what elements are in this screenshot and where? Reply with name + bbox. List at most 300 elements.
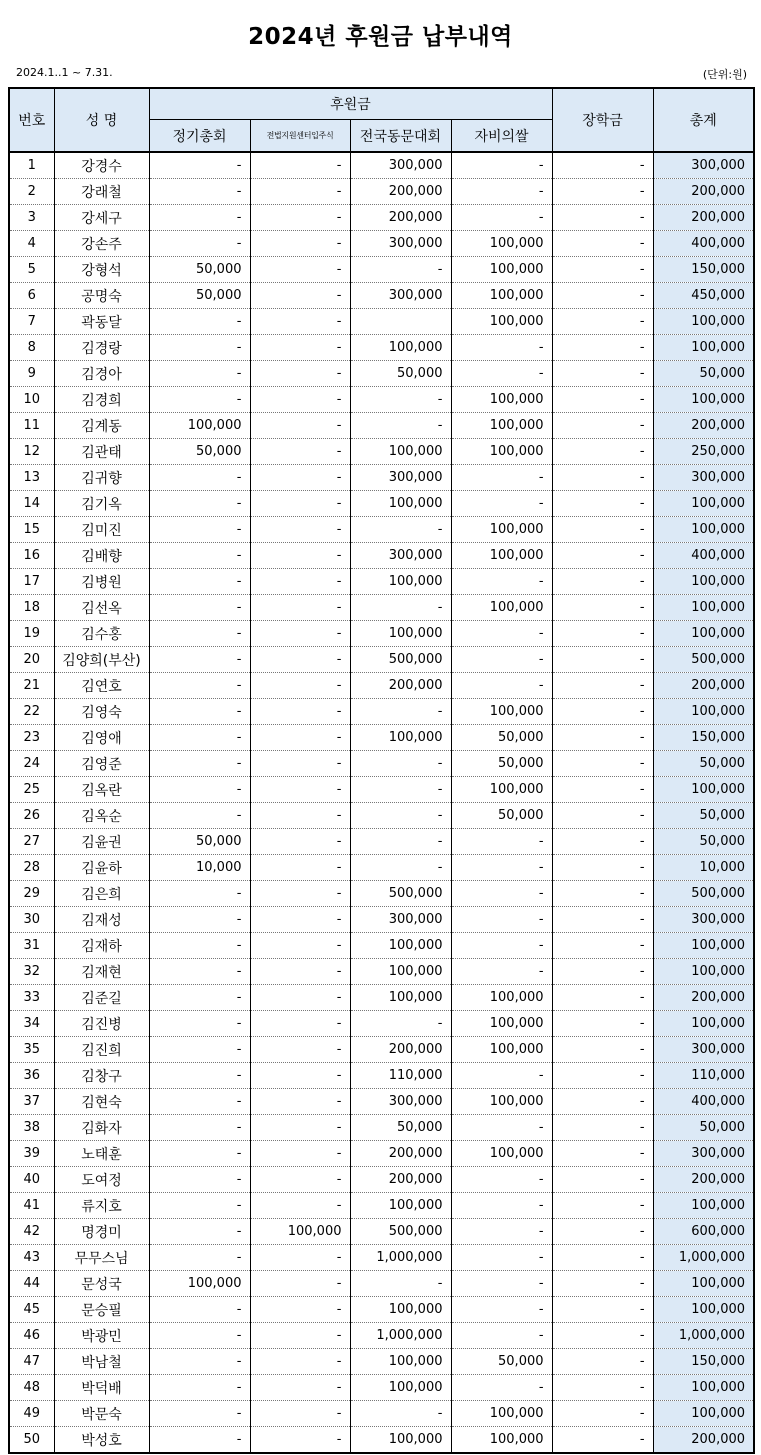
table-row <box>9 1193 754 1219</box>
cell-no: 8 <box>9 335 54 361</box>
cell-regular: - <box>149 881 250 907</box>
cell-regular: - <box>149 621 250 647</box>
cell-name: 문성국 <box>54 1271 149 1297</box>
cell-legal: - <box>250 959 350 985</box>
cell-name: 김연호 <box>54 673 149 699</box>
cell-name: 도여정 <box>54 1167 149 1193</box>
cell-legal: - <box>250 1089 350 1115</box>
cell-legal: - <box>250 1401 350 1427</box>
table-row <box>9 413 754 439</box>
cell-legal: - <box>250 933 350 959</box>
cell-legal: - <box>250 361 350 387</box>
cell-regular: - <box>149 959 250 985</box>
cell-rice: 100,000 <box>451 1011 552 1037</box>
cell-regular: - <box>149 1115 250 1141</box>
cell-scholarship: - <box>552 1323 653 1349</box>
cell-no: 21 <box>9 673 54 699</box>
cell-regular: - <box>149 1063 250 1089</box>
cell-total: 100,000 <box>653 621 754 647</box>
cell-regular: 50,000 <box>149 283 250 309</box>
cell-legal: - <box>250 1297 350 1323</box>
cell-regular: - <box>149 1141 250 1167</box>
cell-legal: - <box>250 569 350 595</box>
cell-rice: 100,000 <box>451 231 552 257</box>
cell-legal: - <box>250 647 350 673</box>
cell-regular: - <box>149 1089 250 1115</box>
cell-rice: 100,000 <box>451 257 552 283</box>
cell-national: 300,000 <box>350 1089 451 1115</box>
cell-no: 2 <box>9 179 54 205</box>
cell-legal: - <box>250 673 350 699</box>
cell-regular: 50,000 <box>149 829 250 855</box>
table-row <box>9 1297 754 1323</box>
cell-total: 1,000,000 <box>653 1245 754 1271</box>
cell-legal: - <box>250 543 350 569</box>
cell-rice: 100,000 <box>451 985 552 1011</box>
cell-rice: - <box>451 335 552 361</box>
table-row <box>9 387 754 413</box>
cell-total: 100,000 <box>653 517 754 543</box>
cell-total: 100,000 <box>653 335 754 361</box>
cell-name: 김옥순 <box>54 803 149 829</box>
cell-rice: 100,000 <box>451 413 552 439</box>
cell-total: 300,000 <box>653 152 754 179</box>
cell-name: 박남철 <box>54 1349 149 1375</box>
cell-national: - <box>350 517 451 543</box>
cell-total: 100,000 <box>653 933 754 959</box>
header-rice: 자비의쌀 <box>451 120 552 153</box>
cell-national: 100,000 <box>350 933 451 959</box>
cell-scholarship: - <box>552 257 653 283</box>
cell-regular: - <box>149 1219 250 1245</box>
cell-legal: - <box>250 1245 350 1271</box>
cell-legal: - <box>250 595 350 621</box>
cell-rice: 100,000 <box>451 283 552 309</box>
cell-scholarship: - <box>552 465 653 491</box>
cell-national: - <box>350 803 451 829</box>
cell-national: - <box>350 777 451 803</box>
cell-total: 200,000 <box>653 413 754 439</box>
table-row <box>9 205 754 231</box>
cell-scholarship: - <box>552 1245 653 1271</box>
cell-national: 100,000 <box>350 959 451 985</box>
cell-national: - <box>350 413 451 439</box>
cell-scholarship: - <box>552 361 653 387</box>
cell-scholarship: - <box>552 881 653 907</box>
cell-name: 공명숙 <box>54 283 149 309</box>
cell-rice: - <box>451 491 552 517</box>
cell-no: 24 <box>9 751 54 777</box>
cell-name: 김윤권 <box>54 829 149 855</box>
cell-no: 35 <box>9 1037 54 1063</box>
cell-total: 200,000 <box>653 1427 754 1454</box>
cell-legal: - <box>250 413 350 439</box>
cell-legal: - <box>250 465 350 491</box>
cell-total: 100,000 <box>653 699 754 725</box>
cell-national: 100,000 <box>350 1193 451 1219</box>
cell-legal: 100,000 <box>250 1219 350 1245</box>
cell-rice: - <box>451 205 552 231</box>
cell-total: 400,000 <box>653 231 754 257</box>
cell-regular: - <box>149 517 250 543</box>
cell-rice: - <box>451 959 552 985</box>
cell-scholarship: - <box>552 335 653 361</box>
cell-regular: - <box>149 387 250 413</box>
cell-rice: 100,000 <box>451 777 552 803</box>
cell-regular: - <box>149 1297 250 1323</box>
cell-name: 김배향 <box>54 543 149 569</box>
cell-national: 100,000 <box>350 1375 451 1401</box>
cell-regular: - <box>149 1193 250 1219</box>
cell-name: 김영준 <box>54 751 149 777</box>
cell-name: 김창구 <box>54 1063 149 1089</box>
cell-scholarship: - <box>552 803 653 829</box>
cell-scholarship: - <box>552 673 653 699</box>
cell-regular: - <box>149 933 250 959</box>
cell-national: - <box>350 595 451 621</box>
cell-scholarship: - <box>552 205 653 231</box>
cell-total: 100,000 <box>653 777 754 803</box>
cell-rice: - <box>451 361 552 387</box>
cell-no: 7 <box>9 309 54 335</box>
cell-rice: - <box>451 1375 552 1401</box>
cell-no: 14 <box>9 491 54 517</box>
cell-scholarship: - <box>552 439 653 465</box>
cell-national: 50,000 <box>350 1115 451 1141</box>
cell-no: 20 <box>9 647 54 673</box>
table-row <box>9 803 754 829</box>
cell-rice: - <box>451 673 552 699</box>
cell-no: 9 <box>9 361 54 387</box>
cell-rice: 50,000 <box>451 725 552 751</box>
table-row <box>9 152 754 179</box>
cell-rice: 100,000 <box>451 387 552 413</box>
cell-no: 45 <box>9 1297 54 1323</box>
cell-scholarship: - <box>552 1141 653 1167</box>
cell-total: 300,000 <box>653 1037 754 1063</box>
cell-total: 50,000 <box>653 803 754 829</box>
cell-name: 김기옥 <box>54 491 149 517</box>
cell-legal: - <box>250 907 350 933</box>
cell-name: 강세구 <box>54 205 149 231</box>
cell-total: 200,000 <box>653 179 754 205</box>
cell-name: 김양희(부산) <box>54 647 149 673</box>
cell-scholarship: - <box>552 1219 653 1245</box>
cell-no: 39 <box>9 1141 54 1167</box>
cell-no: 12 <box>9 439 54 465</box>
cell-scholarship: - <box>552 387 653 413</box>
header-no: 번호 <box>9 88 54 152</box>
cell-regular: - <box>149 751 250 777</box>
donation-table <box>8 87 755 1454</box>
cell-name: 노태훈 <box>54 1141 149 1167</box>
header-donation: 후원금 <box>149 88 552 120</box>
cell-no: 41 <box>9 1193 54 1219</box>
table-row <box>9 283 754 309</box>
table-row <box>9 1349 754 1375</box>
cell-name: 강손주 <box>54 231 149 257</box>
cell-scholarship: - <box>552 1089 653 1115</box>
cell-name: 김화자 <box>54 1115 149 1141</box>
cell-no: 17 <box>9 569 54 595</box>
table-row <box>9 1375 754 1401</box>
cell-national: 110,000 <box>350 1063 451 1089</box>
cell-scholarship: - <box>552 725 653 751</box>
cell-name: 김재하 <box>54 933 149 959</box>
cell-national: 100,000 <box>350 491 451 517</box>
cell-national: 300,000 <box>350 907 451 933</box>
cell-regular: - <box>149 543 250 569</box>
cell-legal: - <box>250 621 350 647</box>
cell-legal: - <box>250 1115 350 1141</box>
table-row <box>9 647 754 673</box>
cell-name: 김경아 <box>54 361 149 387</box>
cell-name: 명경미 <box>54 1219 149 1245</box>
table-row <box>9 881 754 907</box>
table-row <box>9 361 754 387</box>
cell-legal: - <box>250 1193 350 1219</box>
cell-legal: - <box>250 491 350 517</box>
cell-legal: - <box>250 1011 350 1037</box>
cell-no: 26 <box>9 803 54 829</box>
cell-regular: - <box>149 361 250 387</box>
cell-no: 15 <box>9 517 54 543</box>
cell-total: 100,000 <box>653 1375 754 1401</box>
cell-total: 200,000 <box>653 673 754 699</box>
cell-no: 5 <box>9 257 54 283</box>
table-row <box>9 1271 754 1297</box>
header-regular: 정기총회 <box>149 120 250 153</box>
cell-scholarship: - <box>552 1401 653 1427</box>
table-row <box>9 569 754 595</box>
cell-legal: - <box>250 1427 350 1454</box>
table-row <box>9 257 754 283</box>
cell-rice: - <box>451 569 552 595</box>
cell-national: 300,000 <box>350 152 451 179</box>
cell-name: 문승필 <box>54 1297 149 1323</box>
table-row <box>9 725 754 751</box>
cell-name: 김준길 <box>54 985 149 1011</box>
cell-regular: 100,000 <box>149 413 250 439</box>
cell-national: 100,000 <box>350 725 451 751</box>
cell-no: 18 <box>9 595 54 621</box>
cell-scholarship: - <box>552 1193 653 1219</box>
cell-rice: - <box>451 1297 552 1323</box>
cell-legal: - <box>250 231 350 257</box>
cell-regular: - <box>149 985 250 1011</box>
cell-rice: - <box>451 1115 552 1141</box>
cell-regular: - <box>149 491 250 517</box>
cell-national: 200,000 <box>350 1141 451 1167</box>
table-row <box>9 1323 754 1349</box>
cell-no: 43 <box>9 1245 54 1271</box>
cell-no: 42 <box>9 1219 54 1245</box>
cell-legal: - <box>250 1323 350 1349</box>
cell-total: 150,000 <box>653 725 754 751</box>
cell-scholarship: - <box>552 1063 653 1089</box>
cell-regular: - <box>149 335 250 361</box>
cell-no: 31 <box>9 933 54 959</box>
table-row <box>9 751 754 777</box>
cell-regular: - <box>149 803 250 829</box>
table-row <box>9 673 754 699</box>
table-row <box>9 179 754 205</box>
cell-national: 200,000 <box>350 1037 451 1063</box>
cell-regular: - <box>149 1323 250 1349</box>
cell-scholarship: - <box>552 1271 653 1297</box>
cell-regular: - <box>149 1037 250 1063</box>
cell-total: 250,000 <box>653 439 754 465</box>
cell-scholarship: - <box>552 543 653 569</box>
cell-name: 김귀향 <box>54 465 149 491</box>
cell-total: 100,000 <box>653 1271 754 1297</box>
header-national: 전국동문대회 <box>350 120 451 153</box>
cell-no: 11 <box>9 413 54 439</box>
cell-legal: - <box>250 152 350 179</box>
cell-rice: 100,000 <box>451 699 552 725</box>
table-row <box>9 1427 754 1454</box>
page-title: 2024년 후원금 납부내역 <box>248 24 513 50</box>
cell-scholarship: - <box>552 283 653 309</box>
cell-total: 1,000,000 <box>653 1323 754 1349</box>
cell-national: 200,000 <box>350 179 451 205</box>
cell-no: 29 <box>9 881 54 907</box>
cell-no: 10 <box>9 387 54 413</box>
table-row <box>9 1115 754 1141</box>
cell-no: 27 <box>9 829 54 855</box>
cell-rice: 100,000 <box>451 543 552 569</box>
cell-total: 10,000 <box>653 855 754 881</box>
cell-regular: - <box>149 152 250 179</box>
cell-no: 30 <box>9 907 54 933</box>
cell-regular: - <box>149 1245 250 1271</box>
cell-scholarship: - <box>552 959 653 985</box>
cell-national: 100,000 <box>350 985 451 1011</box>
cell-scholarship: - <box>552 647 653 673</box>
cell-legal: - <box>250 1037 350 1063</box>
cell-name: 김진희 <box>54 1037 149 1063</box>
cell-national: 100,000 <box>350 1427 451 1454</box>
cell-total: 100,000 <box>653 309 754 335</box>
cell-rice: - <box>451 152 552 179</box>
cell-legal: - <box>250 985 350 1011</box>
cell-name: 김재성 <box>54 907 149 933</box>
cell-regular: - <box>149 777 250 803</box>
cell-legal: - <box>250 1063 350 1089</box>
cell-total: 200,000 <box>653 1167 754 1193</box>
cell-no: 1 <box>9 152 54 179</box>
cell-scholarship: - <box>552 855 653 881</box>
cell-national: 100,000 <box>350 335 451 361</box>
cell-total: 600,000 <box>653 1219 754 1245</box>
table-row <box>9 595 754 621</box>
cell-no: 23 <box>9 725 54 751</box>
cell-legal: - <box>250 179 350 205</box>
cell-national: 300,000 <box>350 543 451 569</box>
cell-legal: - <box>250 1349 350 1375</box>
cell-legal: - <box>250 257 350 283</box>
table-row <box>9 1401 754 1427</box>
cell-regular: - <box>149 569 250 595</box>
cell-legal: - <box>250 725 350 751</box>
cell-total: 50,000 <box>653 1115 754 1141</box>
cell-scholarship: - <box>552 621 653 647</box>
cell-rice: 100,000 <box>451 1089 552 1115</box>
cell-rice: 50,000 <box>451 1349 552 1375</box>
cell-no: 34 <box>9 1011 54 1037</box>
table-row <box>9 907 754 933</box>
cell-regular: - <box>149 1427 250 1454</box>
cell-name: 김영애 <box>54 725 149 751</box>
cell-legal: - <box>250 309 350 335</box>
cell-name: 강래철 <box>54 179 149 205</box>
cell-scholarship: - <box>552 491 653 517</box>
cell-national: 300,000 <box>350 283 451 309</box>
cell-national: 200,000 <box>350 1167 451 1193</box>
cell-rice: - <box>451 1063 552 1089</box>
period-label: 2024.1..1 ~ 7.31. <box>16 66 113 79</box>
cell-no: 28 <box>9 855 54 881</box>
cell-rice: - <box>451 1219 552 1245</box>
cell-rice: - <box>451 621 552 647</box>
table-row <box>9 1219 754 1245</box>
cell-scholarship: - <box>552 777 653 803</box>
cell-legal: - <box>250 751 350 777</box>
cell-rice: - <box>451 829 552 855</box>
cell-scholarship: - <box>552 413 653 439</box>
cell-national <box>350 309 451 335</box>
cell-regular: 50,000 <box>149 439 250 465</box>
cell-legal: - <box>250 1375 350 1401</box>
cell-national: 200,000 <box>350 205 451 231</box>
table-row <box>9 1011 754 1037</box>
cell-total: 100,000 <box>653 387 754 413</box>
cell-no: 40 <box>9 1167 54 1193</box>
cell-scholarship: - <box>552 309 653 335</box>
cell-no: 50 <box>9 1427 54 1454</box>
cell-no: 38 <box>9 1115 54 1141</box>
cell-regular: 100,000 <box>149 1271 250 1297</box>
cell-legal: - <box>250 387 350 413</box>
cell-no: 36 <box>9 1063 54 1089</box>
cell-name: 김현숙 <box>54 1089 149 1115</box>
cell-name: 김경희 <box>54 387 149 413</box>
table-row <box>9 1037 754 1063</box>
cell-legal: - <box>250 829 350 855</box>
cell-scholarship: - <box>552 1115 653 1141</box>
cell-name: 김계동 <box>54 413 149 439</box>
table-body <box>9 152 754 1453</box>
cell-name: 강경수 <box>54 152 149 179</box>
cell-scholarship: - <box>552 985 653 1011</box>
cell-scholarship: - <box>552 1349 653 1375</box>
table-row <box>9 933 754 959</box>
cell-scholarship: - <box>552 1427 653 1454</box>
cell-national: - <box>350 1401 451 1427</box>
table-row <box>9 1167 754 1193</box>
table-row <box>9 777 754 803</box>
cell-national: - <box>350 1271 451 1297</box>
table-row <box>9 985 754 1011</box>
cell-no: 44 <box>9 1271 54 1297</box>
header-scholarship: 장학금 <box>552 88 653 152</box>
cell-no: 48 <box>9 1375 54 1401</box>
cell-no: 6 <box>9 283 54 309</box>
cell-scholarship: - <box>552 699 653 725</box>
cell-name: 김영숙 <box>54 699 149 725</box>
cell-legal: - <box>250 881 350 907</box>
cell-scholarship: - <box>552 1011 653 1037</box>
